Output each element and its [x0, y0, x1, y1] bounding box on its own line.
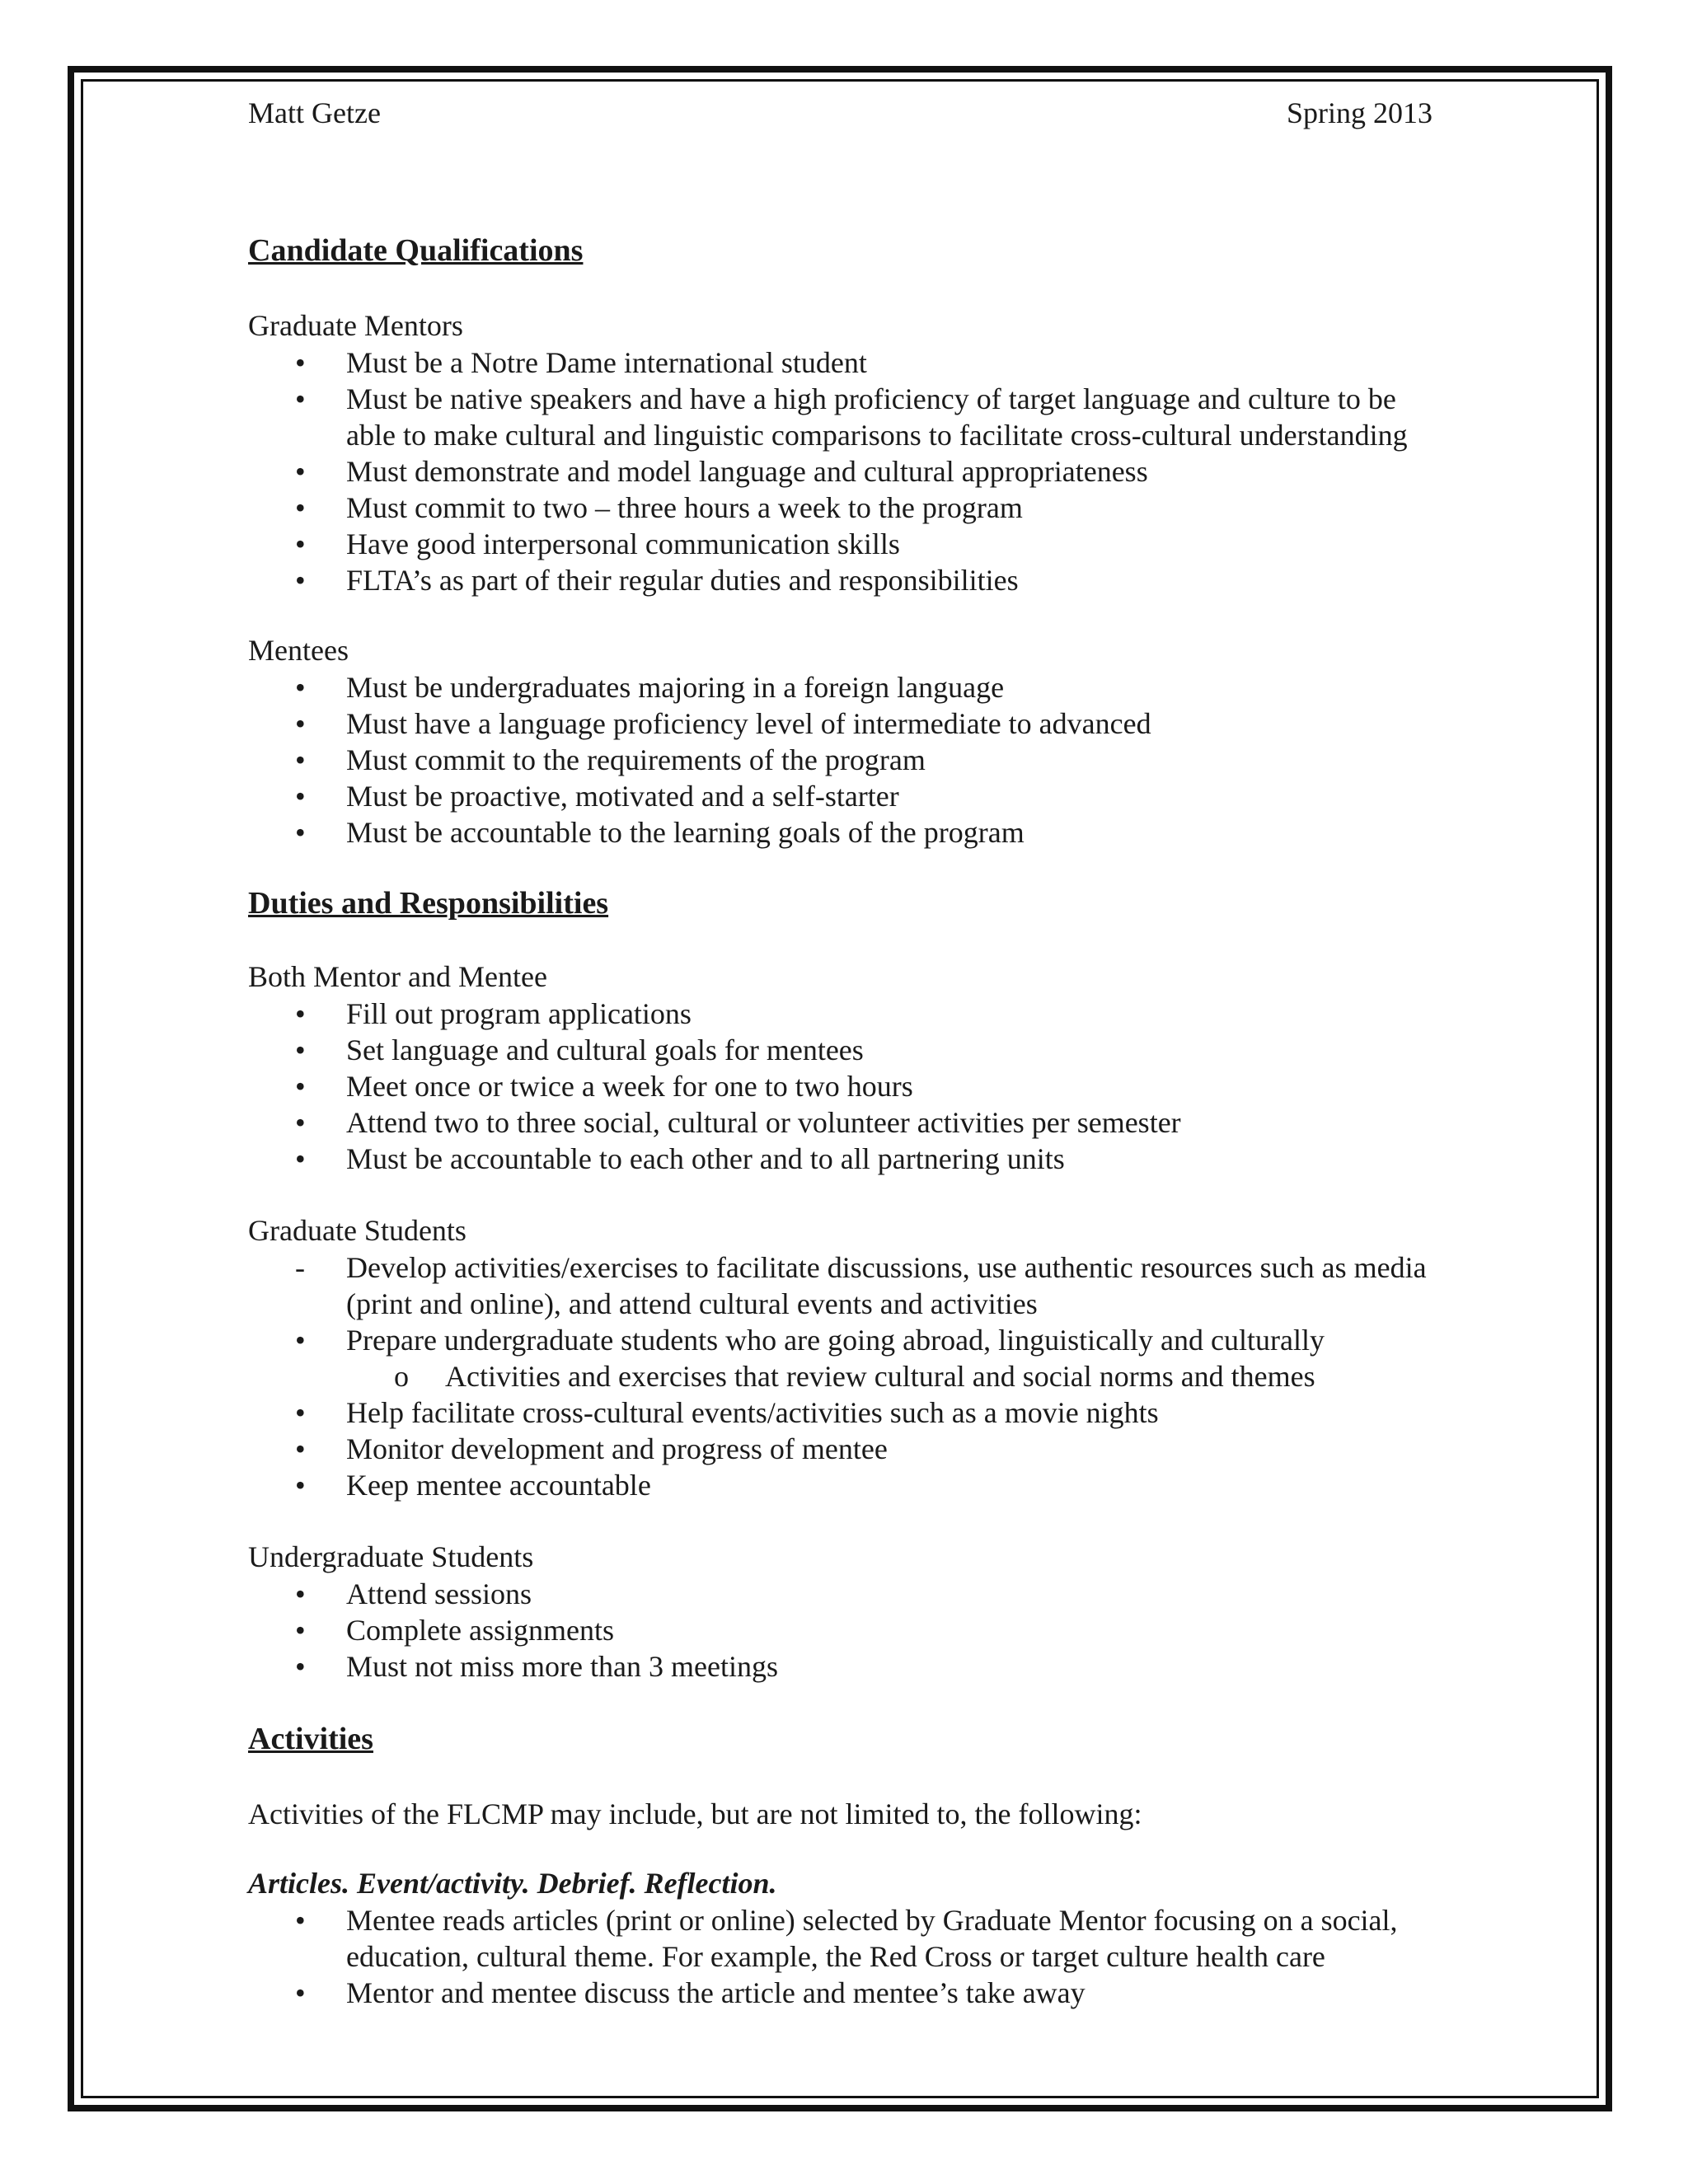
- list-item: • Prepare undergraduate students who are going abroad, linguistically and culturally: [295, 1324, 1325, 1357]
- activities-intro: Activities of the FLCMP may include, but are not limited to, the following:: [248, 1797, 1142, 1830]
- list-item: • Must have a language proficiency level of intermediate to advanced: [295, 707, 1151, 740]
- list-item: • Meet once or twice a week for one to two hours: [295, 1070, 913, 1103]
- list-item: • Fill out program applications: [295, 997, 692, 1030]
- list-item: • Must be proactive, motivated and a self-starter: [295, 780, 899, 813]
- list-item: - Develop activities/exercises to facilitate discussions, use authentic resources such as media (print and online), and attend cultural events and activities: [295, 1251, 1427, 1320]
- list-item: • Must be a Notre Dame international student: [295, 346, 867, 379]
- subheading-undergraduate-students: Undergraduate Students: [248, 1540, 534, 1573]
- list-item: • Must be accountable to each other and to all partnering units: [295, 1142, 1065, 1175]
- list-item: • Complete assignments: [295, 1614, 614, 1647]
- list-item: • Monitor development and progress of mentee: [295, 1432, 888, 1465]
- list-item: • Mentee reads articles (print or online) selected by Graduate Mentor focusing on a social, education, cultural theme. For example, the Red Cross or target culture health care: [295, 1904, 1398, 1973]
- list-item: • Must be accountable to the learning goals of the program: [295, 816, 1025, 849]
- list-both: [0, 996, 1688, 1177]
- section-title-activities: Activities: [248, 1722, 373, 1756]
- subheading-mentees: Mentees: [248, 634, 349, 667]
- subheading-both: Both Mentor and Mentee: [248, 960, 547, 993]
- list-item: o Activities and exercises that review cultural and social norms and themes: [394, 1360, 1315, 1393]
- list-item: • Help facilitate cross-cultural events/activities such as a movie nights: [295, 1396, 1159, 1429]
- list-item: • Keep mentee accountable: [295, 1469, 651, 1502]
- list-item: • Have good interpersonal communication skills: [295, 527, 900, 560]
- activities-subheading: Articles. Event/activity. Debrief. Reflection.: [248, 1867, 777, 1900]
- term-label: Spring 2013: [1286, 96, 1432, 129]
- list-item: • Attend two to three social, cultural or volunteer activities per semester: [295, 1106, 1181, 1139]
- list-item: • Mentor and mentee discuss the article and mentee’s take away: [295, 1976, 1085, 2009]
- subheading-graduate-mentors: Graduate Mentors: [248, 309, 463, 342]
- list-activities: [0, 1902, 1688, 2011]
- section-title-duties: Duties and Responsibilities: [248, 886, 609, 921]
- author-name: Matt Getze: [248, 96, 381, 129]
- list-item: • Must not miss more than 3 meetings: [295, 1650, 778, 1683]
- section-title-qualifications: Candidate Qualifications: [248, 233, 584, 268]
- subheading-graduate-students: Graduate Students: [248, 1214, 467, 1247]
- list-undergraduate-students: [0, 1576, 1688, 1685]
- list-graduate-students: [0, 1249, 1688, 1503]
- list-item: • Must demonstrate and model language and cultural appropriateness: [295, 455, 1148, 488]
- list-item: • Attend sessions: [295, 1577, 532, 1610]
- list-item: • Must be undergraduates majoring in a foreign language: [295, 671, 1005, 704]
- list-mentees: [0, 669, 1688, 851]
- list-item: • Set language and cultural goals for mentees: [295, 1033, 864, 1066]
- list-item: • Must commit to two – three hours a week to the program: [295, 491, 1023, 524]
- list-item: • Must commit to the requirements of the program: [295, 743, 926, 776]
- list-graduate-mentors: [0, 344, 1688, 598]
- list-item: • Must be native speakers and have a high proficiency of target language and culture to be able to make cultural and linguistic comparisons to facilitate cross-cultural understanding: [295, 382, 1408, 452]
- list-item: • FLTA’s as part of their regular duties and responsibilities: [295, 564, 1019, 597]
